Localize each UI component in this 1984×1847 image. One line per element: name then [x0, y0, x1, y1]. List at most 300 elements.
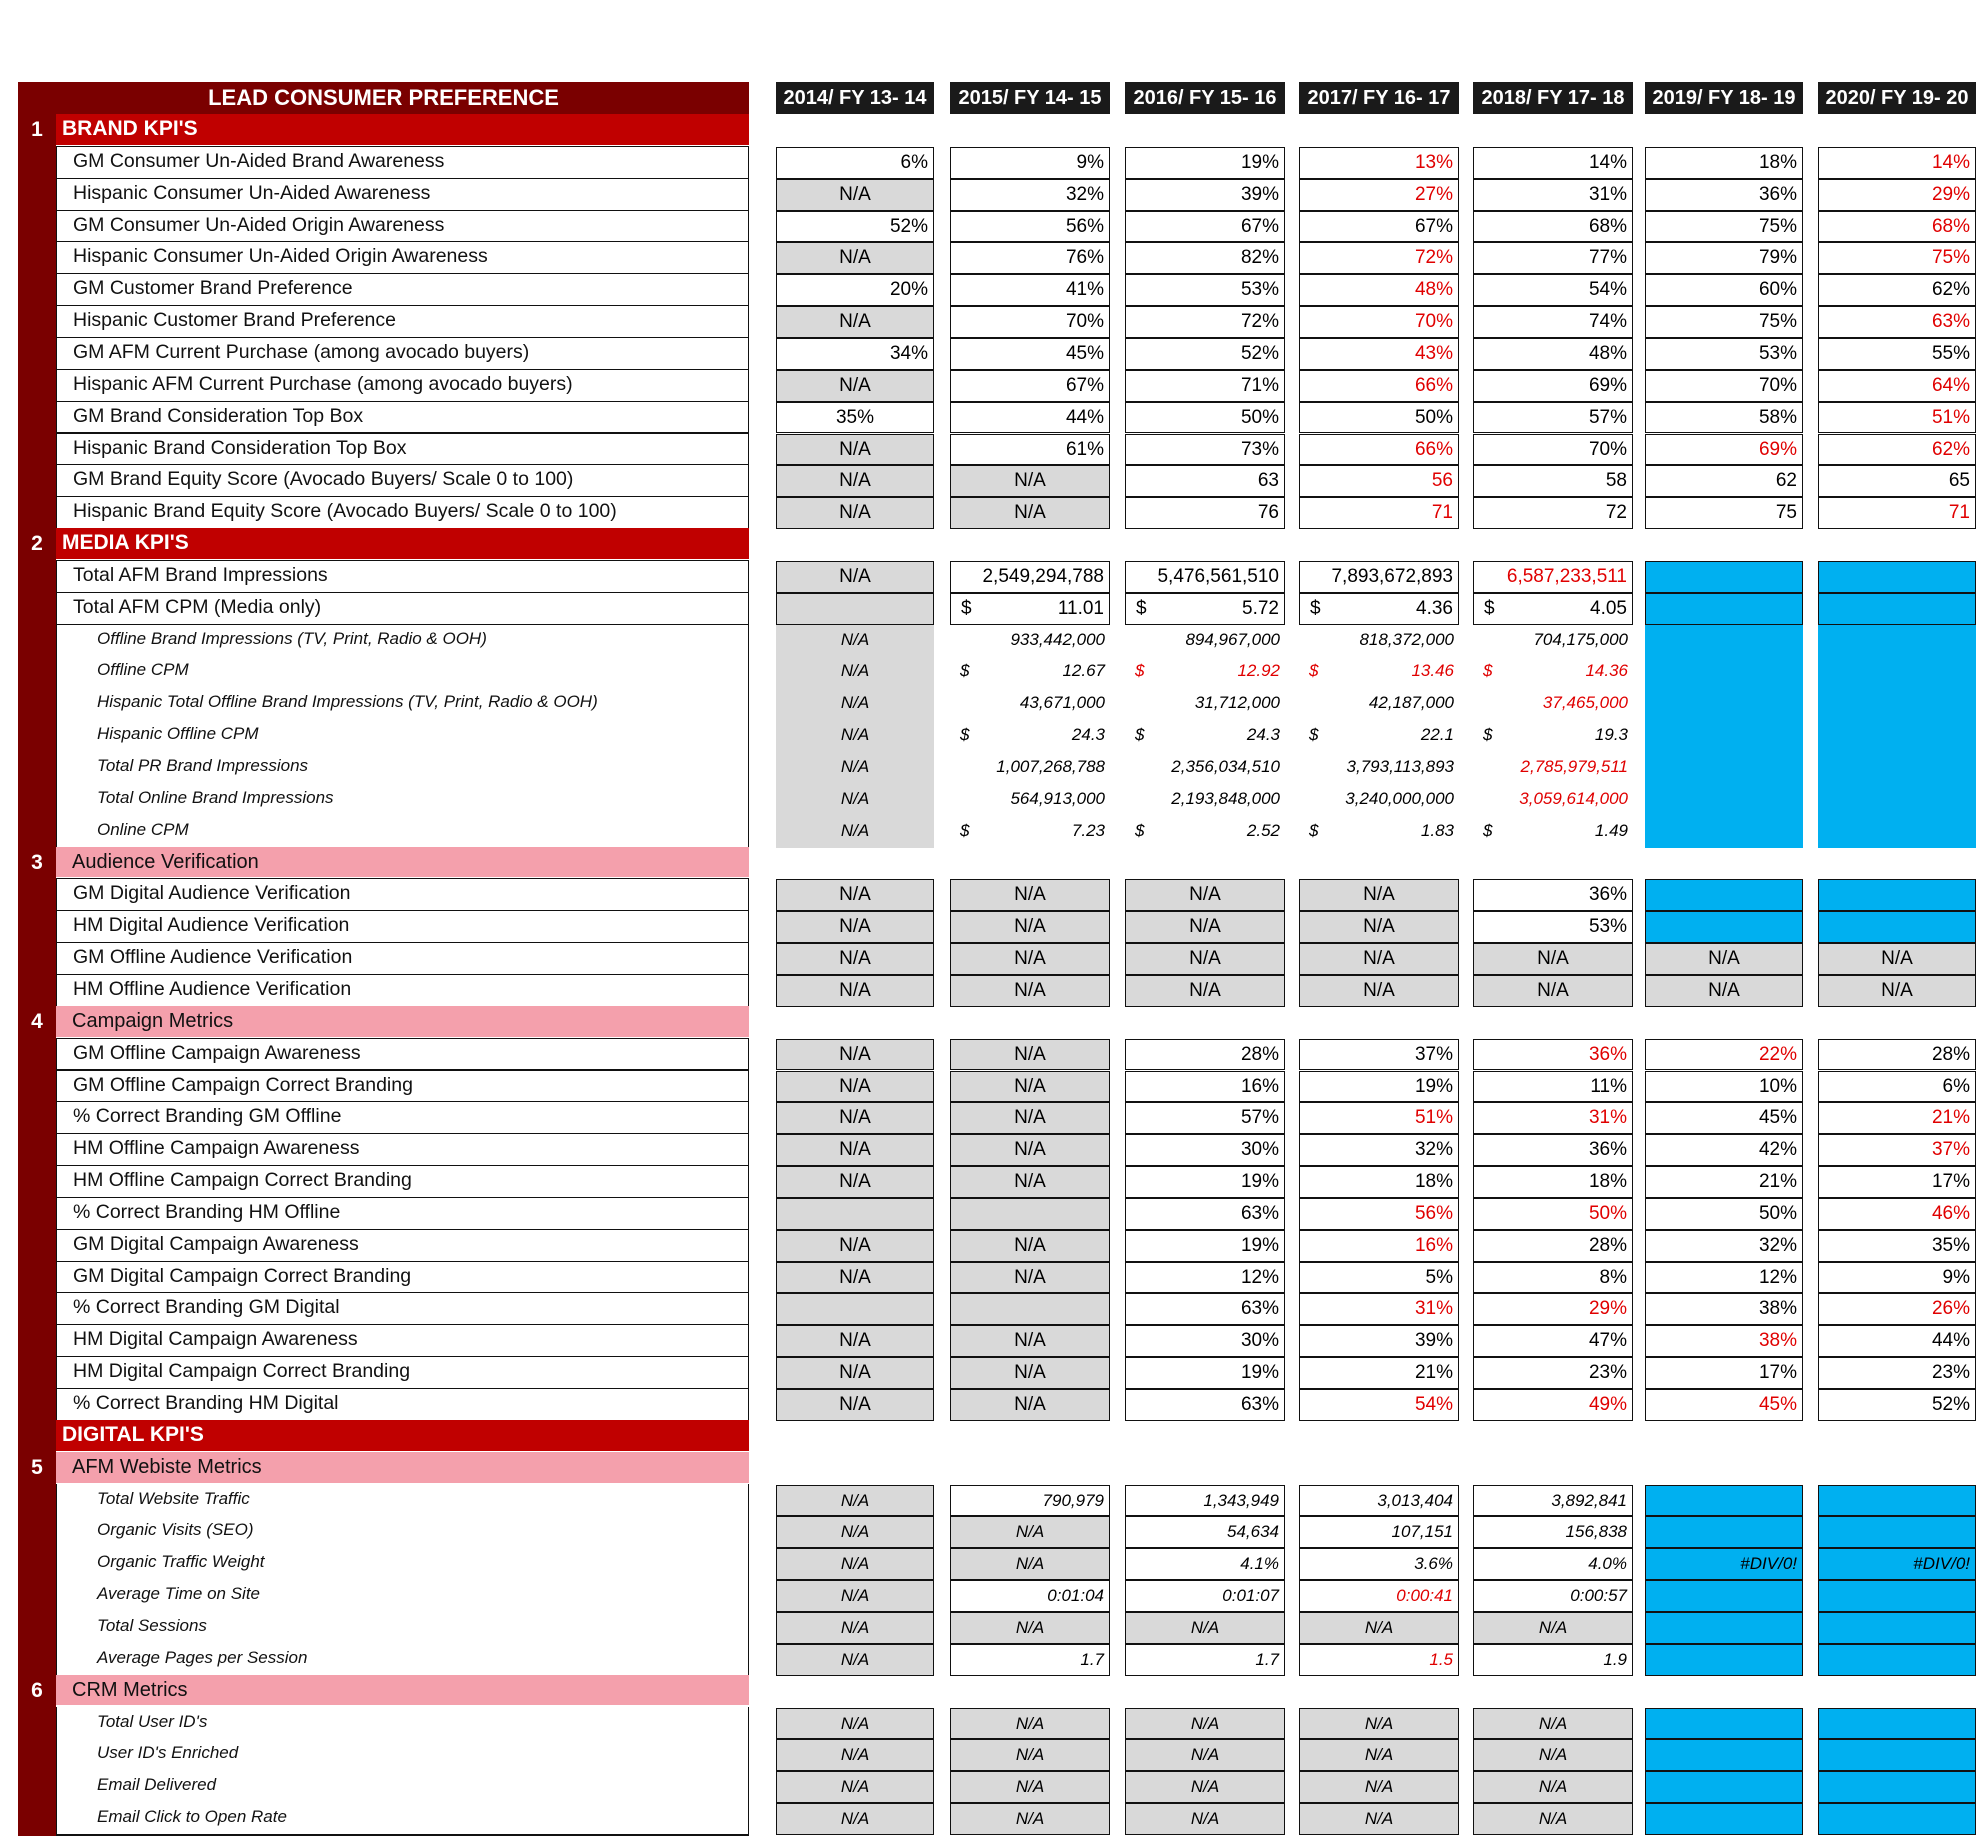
metric-label: Average Pages per Session	[56, 1643, 749, 1676]
metric-cell: 8%	[1473, 1262, 1633, 1294]
metric-cell: 60%	[1645, 274, 1803, 306]
metric-cell: 2,356,034,510	[1171, 757, 1280, 776]
metric-cell: 52%	[776, 211, 934, 243]
metric-cell: 42%	[1645, 1134, 1803, 1166]
metric-cell	[1645, 1771, 1803, 1803]
metric-label: HM Offline Campaign Awareness	[56, 1133, 749, 1166]
metric-cell	[1818, 656, 1976, 688]
metric-cell	[1645, 752, 1803, 784]
metric-cell: 3,793,113,893	[1346, 757, 1454, 776]
metric-label: Total Website Traffic	[56, 1484, 749, 1517]
metric-cell: N/A	[1473, 1708, 1633, 1740]
metric-cell: 53%	[1125, 274, 1285, 306]
metric-cell: N/A	[776, 1612, 934, 1644]
metric-cell	[1645, 1485, 1803, 1517]
metric-cell: 69%	[1473, 370, 1633, 402]
metric-cell: 52%	[1125, 338, 1285, 370]
metric-cell: 77%	[1473, 242, 1633, 274]
metric-cell: 70%	[950, 306, 1110, 338]
metric-cell: N/A	[1125, 911, 1285, 943]
metric-cell: 65	[1818, 465, 1976, 497]
metric-cell: N/A	[1299, 1739, 1459, 1771]
metric-cell: 30%	[1125, 1325, 1285, 1357]
metric-cell	[1818, 1485, 1976, 1517]
metric-cell: 23%	[1818, 1357, 1976, 1389]
metric-cell: N/A	[950, 1708, 1110, 1740]
metric-cell	[1818, 593, 1976, 625]
metric-label: Online CPM	[56, 815, 749, 848]
metric-cell: N/A	[776, 752, 934, 784]
metric-cell: N/A	[1125, 879, 1285, 911]
year-header: 2020/ FY 19- 20	[1818, 82, 1976, 114]
metric-cell: 6%	[776, 147, 934, 179]
metric-cell: N/A	[950, 975, 1110, 1007]
metric-cell: 933,442,000	[1010, 629, 1105, 649]
metric-cell: 45%	[1645, 1389, 1803, 1421]
metric-cell: N/A	[950, 1389, 1110, 1421]
metric-cell: 12%	[1125, 1262, 1285, 1294]
metric-cell: N/A	[776, 306, 934, 338]
metric-cell: 16%	[1125, 1071, 1285, 1103]
metric-cell: 50%	[1125, 402, 1285, 434]
table-bottom-border	[56, 1834, 749, 1836]
metric-cell: 156,838	[1473, 1516, 1633, 1548]
metric-cell: N/A	[950, 1230, 1110, 1262]
metric-cell	[1645, 656, 1803, 688]
metric-cell: N/A	[950, 465, 1110, 497]
metric-cell: N/A	[950, 497, 1110, 529]
metric-cell: 704,175,000	[1533, 629, 1628, 649]
currency-symbol: $	[1136, 597, 1147, 619]
metric-cell: 23%	[1473, 1357, 1633, 1389]
metric-cell: 27%	[1299, 179, 1459, 211]
metric-cell: 5%	[1299, 1262, 1459, 1294]
metric-cell: N/A	[776, 1325, 934, 1357]
metric-label: GM Digital Audience Verification	[56, 878, 749, 911]
metric-label: Total Sessions	[56, 1611, 749, 1644]
metric-cell: 12%	[1645, 1262, 1803, 1294]
metric-cell: 36%	[1645, 179, 1803, 211]
metric-cell: N/A	[1125, 943, 1285, 975]
metric-cell: 3,892,841	[1473, 1485, 1633, 1517]
metric-cell: 31%	[1473, 1102, 1633, 1134]
currency-symbol: $	[1310, 597, 1321, 619]
cell-value: 12.92	[1237, 661, 1280, 681]
metric-cell: N/A	[776, 1771, 934, 1803]
metric-cell: 38%	[1645, 1293, 1803, 1325]
metric-cell: 32%	[1299, 1134, 1459, 1166]
metric-cell: 63	[1125, 465, 1285, 497]
metric-cell: 52%	[1818, 1389, 1976, 1421]
currency-symbol: $	[1135, 820, 1145, 840]
metric-label: Hispanic Consumer Un-Aided Awareness	[56, 178, 749, 211]
metric-cell: 67%	[1299, 211, 1459, 243]
metric-cell: N/A	[776, 1230, 934, 1262]
metric-cell: N/A	[776, 688, 934, 720]
metric-cell: N/A	[950, 1771, 1110, 1803]
metric-cell: 63%	[1125, 1198, 1285, 1230]
metric-label: Hispanic Brand Equity Score (Avocado Buyers/ Scale 0 to 100)	[56, 496, 749, 529]
metric-label: GM Offline Audience Verification	[56, 942, 749, 975]
metric-cell: 1.9	[1473, 1644, 1633, 1676]
metric-label: GM Brand Equity Score (Avocado Buyers/ Scale 0 to 100)	[56, 464, 749, 497]
metric-cell: N/A	[776, 720, 934, 752]
metric-cell: N/A	[776, 911, 934, 943]
metric-cell: 39%	[1299, 1325, 1459, 1357]
metric-cell: N/A	[1473, 1612, 1633, 1644]
cell-value: 24.3	[1246, 725, 1280, 745]
metric-cell: 55%	[1818, 338, 1976, 370]
metric-cell: 29%	[1818, 179, 1976, 211]
metric-cell: N/A	[1473, 1739, 1633, 1771]
metric-cell: 0:01:04	[950, 1580, 1110, 1612]
metric-cell: 58%	[1645, 402, 1803, 434]
currency-symbol: $	[1309, 661, 1319, 681]
metric-cell: 34%	[776, 338, 934, 370]
metric-cell: 66%	[1299, 434, 1459, 466]
metric-cell	[776, 593, 934, 625]
cell-value: 22.1	[1420, 725, 1454, 745]
currency-symbol: $	[1135, 661, 1145, 681]
metric-cell	[1818, 1644, 1976, 1676]
year-header: 2017/ FY 16- 17	[1299, 82, 1459, 114]
metric-label: HM Digital Campaign Correct Branding	[56, 1356, 749, 1389]
metric-cell: N/A	[776, 465, 934, 497]
metric-cell	[1299, 816, 1459, 848]
section-header: MEDIA KPI'S	[56, 528, 749, 559]
metric-cell: N/A	[776, 816, 934, 848]
metric-cell: 37%	[1299, 1039, 1459, 1071]
metric-cell: 62%	[1818, 434, 1976, 466]
metric-cell: 18%	[1299, 1166, 1459, 1198]
metric-cell: 21%	[1818, 1102, 1976, 1134]
metric-cell: #DIV/0!	[1818, 1548, 1976, 1580]
sheet-title: LEAD CONSUMER PREFERENCE	[18, 82, 749, 114]
metric-cell	[1125, 593, 1285, 625]
metric-cell: N/A	[1645, 975, 1803, 1007]
metric-cell	[1299, 720, 1459, 752]
cell-value: 11.01	[1057, 597, 1104, 619]
metric-cell: 20%	[776, 274, 934, 306]
metric-cell	[1645, 911, 1803, 943]
metric-cell: N/A	[776, 1102, 934, 1134]
metric-cell: 54,634	[1125, 1516, 1285, 1548]
metric-cell: 17%	[1645, 1357, 1803, 1389]
metric-cell: 18%	[1645, 147, 1803, 179]
metric-cell	[1645, 784, 1803, 816]
metric-cell: 43%	[1299, 338, 1459, 370]
metric-cell: 9%	[950, 147, 1110, 179]
metric-cell: 13%	[1299, 147, 1459, 179]
metric-cell: 50%	[1645, 1198, 1803, 1230]
metric-cell: 16%	[1299, 1230, 1459, 1262]
metric-cell: 790,979	[950, 1485, 1110, 1517]
metric-cell: N/A	[1125, 975, 1285, 1007]
currency-symbol: $	[1135, 725, 1145, 745]
metric-cell: N/A	[776, 656, 934, 688]
metric-cell	[1645, 1803, 1803, 1835]
metric-cell: 58	[1473, 465, 1633, 497]
metric-cell: N/A	[1299, 1803, 1459, 1835]
metric-cell: 51%	[1299, 1102, 1459, 1134]
metric-cell	[1299, 593, 1459, 625]
metric-cell: N/A	[1645, 943, 1803, 975]
metric-cell: 107,151	[1299, 1516, 1459, 1548]
metric-label: Organic Visits (SEO)	[56, 1515, 749, 1548]
metric-cell: 14%	[1818, 147, 1976, 179]
section-header: BRAND KPI'S	[56, 114, 749, 145]
metric-label: Hispanic Brand Consideration Top Box	[56, 433, 749, 466]
metric-cell: N/A	[776, 1580, 934, 1612]
metric-cell	[1645, 720, 1803, 752]
metric-cell: 67%	[1125, 211, 1285, 243]
metric-cell: N/A	[776, 1166, 934, 1198]
metric-cell: #DIV/0!	[1645, 1548, 1803, 1580]
metric-cell: 47%	[1473, 1325, 1633, 1357]
section-number: 5	[31, 1455, 43, 1479]
metric-cell: N/A	[776, 179, 934, 211]
metric-cell: N/A	[1299, 911, 1459, 943]
metric-cell: 75%	[1645, 211, 1803, 243]
metric-cell: 0:00:57	[1473, 1580, 1633, 1612]
metric-label: Offline Brand Impressions (TV, Print, Radio & OOH)	[56, 624, 749, 657]
metric-cell: 43,671,000	[1019, 693, 1105, 713]
metric-cell: N/A	[1125, 1708, 1285, 1740]
metric-cell: 30%	[1125, 1134, 1285, 1166]
metric-cell: 68%	[1473, 211, 1633, 243]
section-header: AFM Webiste Metrics	[56, 1452, 749, 1483]
metric-cell: N/A	[1299, 879, 1459, 911]
metric-cell: 818,372,000	[1359, 629, 1454, 649]
metric-cell: 14%	[1473, 147, 1633, 179]
metric-cell: 3,240,000,000	[1345, 788, 1454, 808]
metric-cell	[1818, 816, 1976, 848]
metric-cell: 21%	[1645, 1166, 1803, 1198]
metric-cell	[1645, 1708, 1803, 1740]
metric-cell	[1818, 1739, 1976, 1771]
metric-cell: 66%	[1299, 370, 1459, 402]
metric-cell: 5,476,561,510	[1125, 561, 1285, 593]
cell-value: 7.23	[1071, 820, 1105, 840]
metric-label: HM Digital Campaign Awareness	[56, 1324, 749, 1357]
metric-cell: 39%	[1125, 179, 1285, 211]
metric-cell: 1.5	[1299, 1644, 1459, 1676]
metric-cell	[1645, 1739, 1803, 1771]
metric-cell: 56	[1299, 465, 1459, 497]
metric-cell: N/A	[776, 879, 934, 911]
cell-value: 1.83	[1420, 820, 1454, 840]
metric-label: GM Digital Campaign Correct Branding	[56, 1261, 749, 1294]
metric-cell: 75	[1645, 497, 1803, 529]
metric-cell: N/A	[950, 1548, 1110, 1580]
metric-label: Total User ID's	[56, 1707, 749, 1740]
metric-cell: 75%	[1818, 242, 1976, 274]
metric-cell: 76%	[950, 242, 1110, 274]
metric-cell	[950, 1198, 1110, 1230]
metric-cell: N/A	[1125, 1771, 1285, 1803]
section-header: CRM Metrics	[56, 1675, 749, 1706]
metric-cell: 6%	[1818, 1071, 1976, 1103]
metric-cell: 56%	[1299, 1198, 1459, 1230]
section-header: Campaign Metrics	[56, 1006, 749, 1037]
currency-symbol: $	[960, 661, 970, 681]
metric-cell: 6,587,233,511	[1473, 561, 1633, 593]
metric-cell: 0:01:07	[1125, 1580, 1285, 1612]
metric-cell: 44%	[1818, 1325, 1976, 1357]
metric-cell: 72%	[1299, 242, 1459, 274]
metric-label: HM Digital Audience Verification	[56, 910, 749, 943]
metric-cell: N/A	[776, 1134, 934, 1166]
metric-cell: 62	[1645, 465, 1803, 497]
metric-cell: N/A	[1125, 1612, 1285, 1644]
metric-label: HM Offline Audience Verification	[56, 974, 749, 1007]
metric-cell: N/A	[776, 975, 934, 1007]
metric-cell: 63%	[1818, 306, 1976, 338]
metric-cell: 1,007,268,788	[996, 757, 1105, 776]
year-header: 2019/ FY 18- 19	[1645, 82, 1803, 114]
metric-label: GM Offline Campaign Correct Branding	[56, 1070, 749, 1103]
section-number: 6	[31, 1678, 43, 1702]
year-header: 2015/ FY 14- 15	[950, 82, 1110, 114]
metric-label: Offline CPM	[56, 655, 749, 688]
metric-cell	[1818, 625, 1976, 657]
metric-cell: 74%	[1473, 306, 1633, 338]
cell-value: 24.3	[1071, 725, 1105, 745]
currency-symbol: $	[1484, 597, 1495, 619]
metric-cell: N/A	[1473, 975, 1633, 1007]
metric-cell: N/A	[1299, 943, 1459, 975]
metric-cell	[1818, 1580, 1976, 1612]
metric-cell: 56%	[950, 211, 1110, 243]
metric-cell: N/A	[950, 1262, 1110, 1294]
metric-cell: N/A	[776, 784, 934, 816]
metric-label: GM Brand Consideration Top Box	[56, 401, 749, 434]
metric-cell: N/A	[776, 1548, 934, 1580]
metric-cell	[1645, 816, 1803, 848]
metric-cell	[950, 593, 1110, 625]
metric-cell: 4.0%	[1473, 1548, 1633, 1580]
metric-cell: 50%	[1299, 402, 1459, 434]
metric-cell: 49%	[1473, 1389, 1633, 1421]
metric-cell: N/A	[776, 1262, 934, 1294]
metric-cell: 21%	[1299, 1357, 1459, 1389]
metric-label: Email Delivered	[56, 1770, 749, 1803]
metric-cell	[776, 1293, 934, 1325]
metric-cell: N/A	[950, 879, 1110, 911]
metric-cell: N/A	[776, 1708, 934, 1740]
metric-cell: 3,013,404	[1299, 1485, 1459, 1517]
metric-cell	[1645, 625, 1803, 657]
metric-cell: 564,913,000	[1010, 788, 1105, 808]
metric-cell: N/A	[1818, 975, 1976, 1007]
metric-cell: 32%	[1645, 1230, 1803, 1262]
metric-cell: N/A	[776, 1803, 934, 1835]
metric-cell: 37%	[1818, 1134, 1976, 1166]
metric-cell: N/A	[1299, 975, 1459, 1007]
metric-cell	[950, 816, 1110, 848]
metric-cell: N/A	[1473, 1803, 1633, 1835]
metric-cell: 51%	[1818, 402, 1976, 434]
metric-cell: N/A	[776, 1389, 934, 1421]
metric-cell	[1125, 720, 1285, 752]
metric-label: GM Consumer Un-Aided Brand Awareness	[56, 146, 749, 179]
metric-cell: 17%	[1818, 1166, 1976, 1198]
cell-value: 14.36	[1585, 661, 1628, 681]
year-header: 2016/ FY 15- 16	[1125, 82, 1285, 114]
metric-cell	[1473, 656, 1633, 688]
metric-label: Hispanic Customer Brand Preference	[56, 305, 749, 338]
metric-cell	[1645, 879, 1803, 911]
metric-cell: 41%	[950, 274, 1110, 306]
metric-cell	[1645, 1644, 1803, 1676]
metric-cell: 70%	[1645, 370, 1803, 402]
metric-cell	[1818, 1516, 1976, 1548]
metric-cell: 35%	[1818, 1230, 1976, 1262]
metric-cell: 72	[1473, 497, 1633, 529]
metric-cell: 3.6%	[1299, 1548, 1459, 1580]
metric-label: GM Digital Campaign Awareness	[56, 1229, 749, 1262]
metric-cell	[1818, 1708, 1976, 1740]
metric-cell	[1818, 561, 1976, 593]
cell-value: 13.46	[1411, 661, 1454, 681]
metric-cell: N/A	[776, 1644, 934, 1676]
metric-label: Total Online Brand Impressions	[56, 783, 749, 816]
metric-cell: 71	[1299, 497, 1459, 529]
currency-symbol: $	[1309, 725, 1319, 745]
metric-cell: 19%	[1125, 1357, 1285, 1389]
currency-symbol: $	[1483, 820, 1493, 840]
metric-cell: N/A	[1125, 1739, 1285, 1771]
metric-cell	[1473, 593, 1633, 625]
metric-cell	[1818, 784, 1976, 816]
metric-cell	[1125, 816, 1285, 848]
metric-cell	[1645, 593, 1803, 625]
metric-cell	[1818, 879, 1976, 911]
metric-cell: 54%	[1299, 1389, 1459, 1421]
metric-label: % Correct Branding GM Offline	[56, 1101, 749, 1134]
metric-cell: N/A	[950, 1102, 1110, 1134]
year-header: 2014/ FY 13- 14	[776, 82, 934, 114]
metric-cell: 1.7	[1125, 1644, 1285, 1676]
metric-cell: N/A	[776, 242, 934, 274]
metric-cell: N/A	[950, 1612, 1110, 1644]
metric-cell	[1818, 1612, 1976, 1644]
metric-cell	[1473, 816, 1633, 848]
metric-cell	[1645, 1516, 1803, 1548]
metric-cell: N/A	[950, 1039, 1110, 1071]
metric-cell: N/A	[950, 1134, 1110, 1166]
metric-cell: 9%	[1818, 1262, 1976, 1294]
metric-cell: 28%	[1473, 1230, 1633, 1262]
metric-cell: 50%	[1473, 1198, 1633, 1230]
metric-cell: 71	[1818, 497, 1976, 529]
metric-cell: 70%	[1473, 434, 1633, 466]
metric-cell: N/A	[950, 911, 1110, 943]
metric-cell: 7,893,672,893	[1299, 561, 1459, 593]
metric-cell	[1818, 1803, 1976, 1835]
metric-cell: 3,059,614,000	[1519, 788, 1628, 808]
metric-cell: 19%	[1125, 1230, 1285, 1262]
metric-cell: 36%	[1473, 1134, 1633, 1166]
metric-cell: 73%	[1125, 434, 1285, 466]
cell-value: 4.36	[1416, 597, 1453, 619]
section-number: 2	[31, 532, 43, 556]
metric-label: GM Consumer Un-Aided Origin Awareness	[56, 210, 749, 243]
metric-cell: 29%	[1473, 1293, 1633, 1325]
metric-cell: N/A	[776, 561, 934, 593]
metric-cell	[1125, 656, 1285, 688]
metric-cell: 48%	[1299, 274, 1459, 306]
